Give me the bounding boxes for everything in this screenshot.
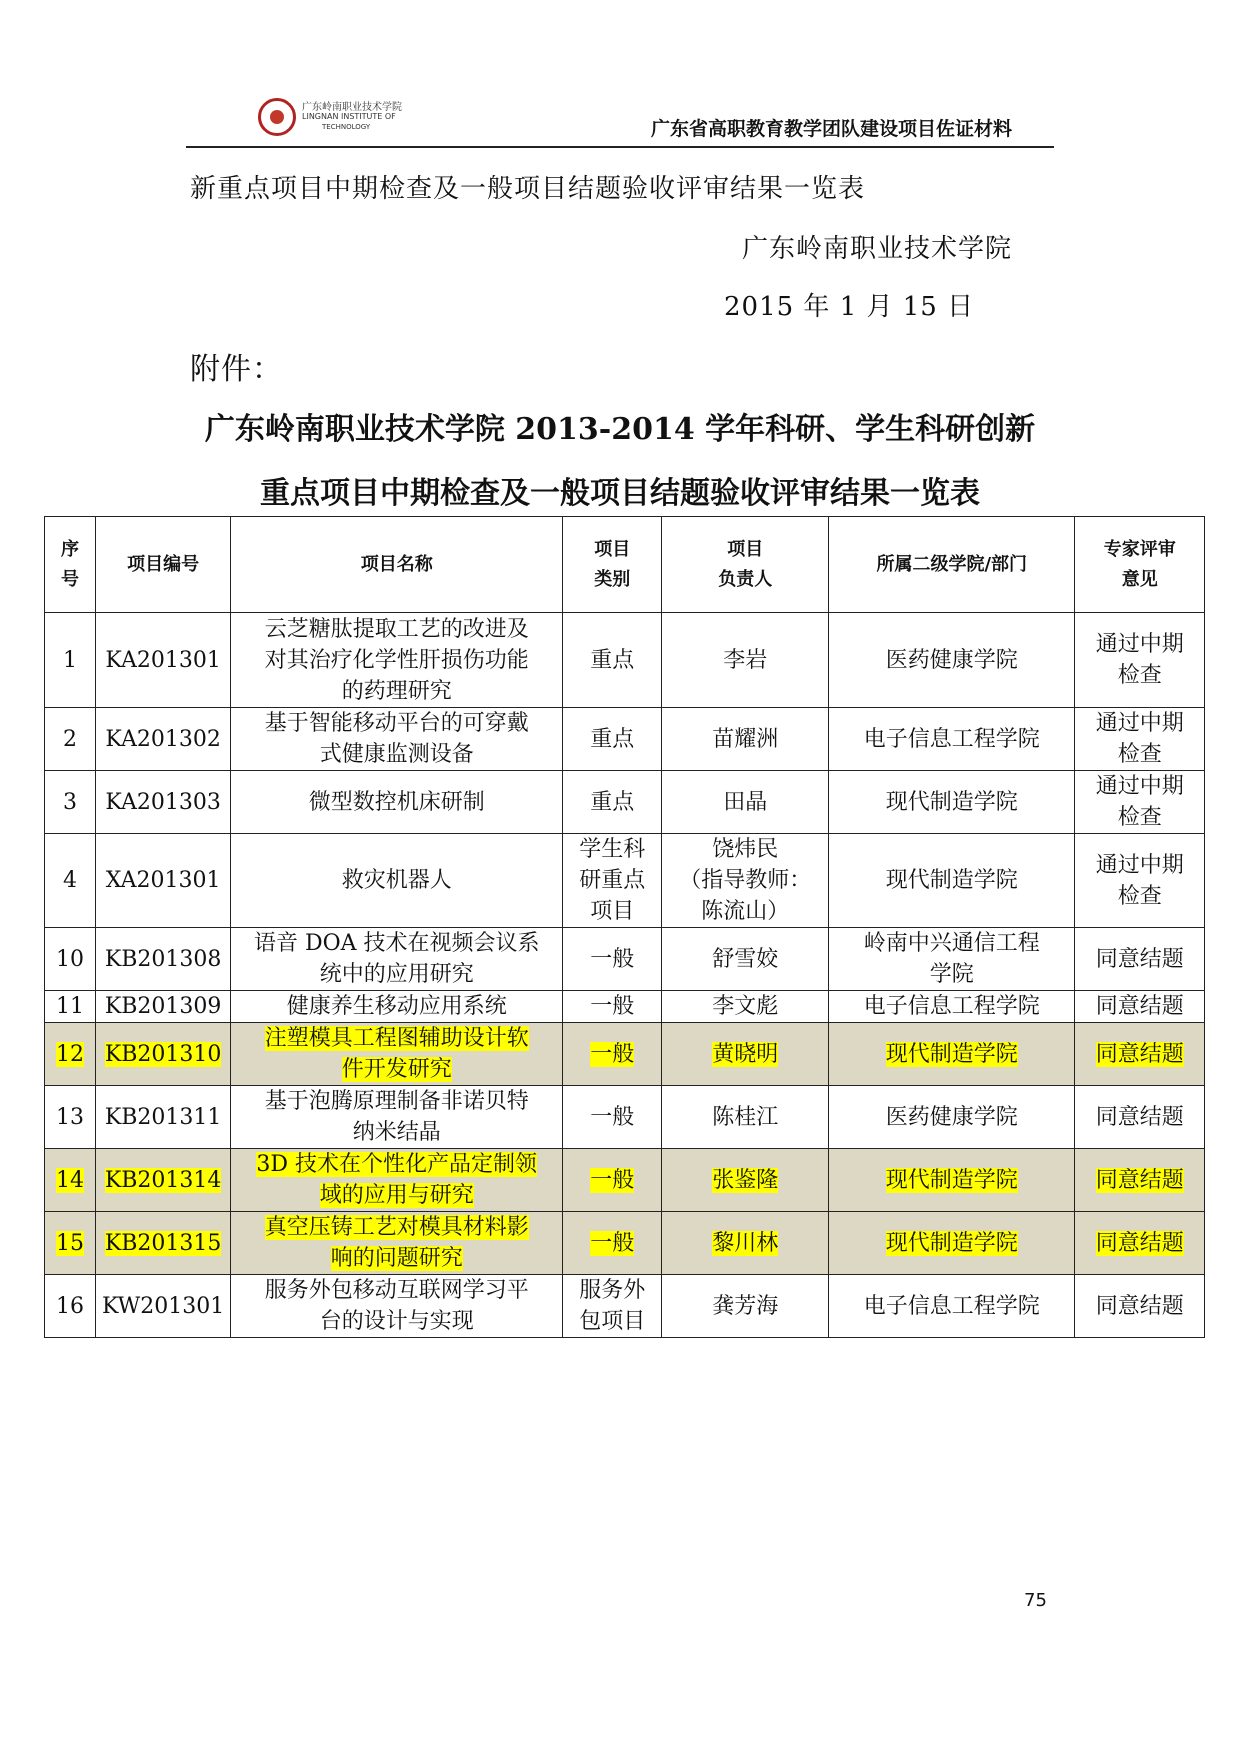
document-title-line1: 广东岭南职业技术学院 2013-2014 学年科研、学生科研创新	[204, 412, 1036, 447]
cell-opinion-text: 同意结题	[1095, 1104, 1184, 1130]
cell-leader-text: 田晶	[723, 789, 768, 815]
cell-dept	[829, 928, 1075, 991]
table-body	[45, 613, 1205, 1338]
institute-logo	[258, 96, 428, 140]
cell-no-text: 16	[56, 1293, 84, 1319]
cell-name	[231, 834, 563, 928]
cell-opinion	[1075, 834, 1205, 928]
cell-no-text: 1	[63, 647, 77, 673]
cell-code-text: KB201310	[104, 1041, 222, 1067]
cell-leader	[662, 1275, 829, 1338]
cell-opinion-text: 检查	[1117, 663, 1162, 688]
header-code-text: 项目编号	[127, 553, 200, 575]
header-type-text: 项目	[594, 538, 631, 560]
cell-dept-text: 现代制造学院	[885, 1230, 1018, 1256]
cell-name-text: 基于泡腾原理制备非诺贝特	[264, 1089, 529, 1114]
attachment-label: 附件：	[190, 352, 283, 387]
cell-name-text: 真空压铸工艺对模具材料影	[264, 1215, 529, 1240]
cell-name-text: 域的应用与研究	[319, 1183, 474, 1208]
cell-type-text: 项目	[590, 899, 635, 924]
cell-type-text: 重点	[590, 647, 635, 673]
cell-name-text: 台的设计与实现	[319, 1309, 474, 1334]
header-no-text: 号	[61, 568, 79, 590]
cell-type-text: 服务外	[579, 1278, 646, 1303]
table-row	[45, 1275, 1205, 1338]
cell-name	[231, 1149, 563, 1212]
cell-leader-text: （指导教师：	[679, 868, 812, 893]
cell-opinion	[1075, 1212, 1205, 1275]
cell-leader	[662, 1023, 829, 1086]
cell-type	[563, 708, 662, 771]
header-no	[45, 517, 96, 613]
cell-type	[563, 613, 662, 708]
cell-name	[231, 1023, 563, 1086]
cell-code	[96, 928, 231, 991]
cell-type	[563, 1275, 662, 1338]
cell-opinion	[1075, 1086, 1205, 1149]
cell-no-text: 12	[56, 1041, 84, 1067]
cell-name-text: 的药理研究	[341, 678, 452, 704]
header-type-text: 类别	[594, 568, 631, 590]
cell-no	[45, 613, 96, 708]
cell-type-text: 一般	[590, 1230, 635, 1256]
cell-name-text: 服务外包移动互联网学习平	[264, 1278, 529, 1303]
cell-no-text: 13	[56, 1104, 84, 1130]
cell-opinion-text: 通过中期	[1095, 852, 1184, 878]
cell-code-text: KA201303	[105, 789, 221, 815]
cell-name	[231, 613, 563, 708]
cell-dept	[829, 991, 1075, 1023]
cell-no	[45, 1149, 96, 1212]
cell-dept-text: 医药健康学院	[885, 1104, 1018, 1130]
header-opinion	[1075, 517, 1205, 613]
cell-dept-text: 现代制造学院	[885, 1041, 1018, 1067]
cell-name-text: 件开发研究	[341, 1057, 452, 1082]
header-type	[563, 517, 662, 613]
cell-leader-text: 龚芳海	[712, 1293, 779, 1319]
cell-type-text: 研重点	[579, 868, 646, 893]
cell-code-text: KA201302	[105, 726, 221, 752]
cell-name-text: 式健康监测设备	[319, 742, 474, 767]
header-name	[231, 517, 563, 613]
intro-line: 新重点项目中期检查及一般项目结题验收评审结果一览表	[190, 174, 866, 204]
cell-opinion-text: 同意结题	[1095, 1293, 1184, 1319]
cell-type-text: 一般	[590, 1167, 635, 1193]
cell-no-text: 4	[63, 868, 77, 893]
cell-opinion-text: 通过中期	[1095, 774, 1184, 799]
cell-dept	[829, 1086, 1075, 1149]
organization-name: 广东岭南职业技术学院	[742, 234, 1013, 264]
cell-leader-text: 黎川林	[712, 1230, 779, 1256]
cell-opinion	[1075, 1275, 1205, 1338]
cell-opinion-text: 检查	[1117, 805, 1162, 830]
cell-dept-text: 电子信息工程学院	[863, 726, 1040, 752]
cell-no-text: 2	[63, 726, 77, 752]
cell-opinion-text: 同意结题	[1095, 1230, 1184, 1256]
cell-no	[45, 1086, 96, 1149]
cell-leader-text: 苗耀洲	[712, 726, 779, 752]
cell-name-text: 基于智能移动平台的可穿戴	[264, 711, 529, 736]
cell-opinion-text: 同意结题	[1095, 946, 1184, 972]
cell-code-text: KB201315	[104, 1230, 222, 1256]
header-leader-text: 项目	[727, 538, 764, 560]
table-header-row	[45, 517, 1205, 613]
cell-type-text: 包项目	[579, 1309, 646, 1334]
cell-type-text: 一般	[590, 1041, 635, 1067]
page-header	[186, 84, 1054, 148]
cell-leader	[662, 1149, 829, 1212]
cell-type-text: 重点	[590, 789, 635, 815]
cell-dept	[829, 834, 1075, 928]
cell-dept	[829, 613, 1075, 708]
cell-name-text: 统中的应用研究	[319, 962, 474, 987]
cell-code-text: KB201311	[104, 1104, 222, 1130]
cell-leader-text: 舒雪姣	[712, 946, 779, 972]
table-row	[45, 708, 1205, 771]
header-opinion-text: 意见	[1121, 568, 1158, 590]
document-date: 2015 年 1 月 15 日	[724, 292, 975, 322]
table-row	[45, 834, 1205, 928]
cell-code-text: KB201309	[104, 994, 222, 1019]
cell-leader	[662, 708, 829, 771]
cell-dept	[829, 708, 1075, 771]
cell-no	[45, 928, 96, 991]
cell-no	[45, 834, 96, 928]
cell-name-text: 救灾机器人	[341, 868, 452, 893]
logo-cn-text: 广东岭南职业技术学院	[302, 102, 402, 113]
cell-opinion-text: 同意结题	[1095, 1167, 1184, 1193]
logo-en-text-2: TECHNOLOGY	[322, 123, 371, 131]
cell-name	[231, 991, 563, 1023]
cell-code-text: KA201301	[105, 647, 221, 673]
cell-name-text: 响的问题研究	[330, 1246, 463, 1271]
cell-no	[45, 991, 96, 1023]
cell-type-text: 学生科	[579, 837, 646, 862]
cell-dept-text: 学院	[929, 962, 974, 987]
header-name-text: 项目名称	[360, 553, 433, 575]
seal-icon	[258, 98, 296, 136]
header-leader-text: 负责人	[718, 568, 773, 590]
cell-type	[563, 1212, 662, 1275]
cell-code	[96, 613, 231, 708]
cell-opinion	[1075, 928, 1205, 991]
header-title: 广东省高职教育教学团队建设项目佐证材料	[650, 118, 1012, 140]
cell-name	[231, 708, 563, 771]
cell-code	[96, 1212, 231, 1275]
cell-dept-text: 医药健康学院	[885, 647, 1018, 673]
cell-dept-text: 现代制造学院	[885, 789, 1018, 815]
cell-name-text: 云芝糖肽提取工艺的改进及	[264, 616, 529, 642]
table-row	[45, 991, 1205, 1023]
page-number: 75	[1024, 1590, 1047, 1611]
header-opinion-text: 专家评审	[1103, 538, 1176, 560]
cell-leader	[662, 771, 829, 834]
header-leader	[662, 517, 829, 613]
cell-code	[96, 1275, 231, 1338]
cell-no	[45, 771, 96, 834]
cell-type-text: 重点	[590, 726, 635, 752]
cell-type-text: 一般	[590, 946, 635, 972]
cell-leader-text: 张鉴隆	[712, 1167, 779, 1193]
cell-code	[96, 771, 231, 834]
results-table	[44, 516, 1205, 1338]
cell-dept	[829, 771, 1075, 834]
cell-type	[563, 1023, 662, 1086]
cell-opinion	[1075, 991, 1205, 1023]
cell-opinion-text: 通过中期	[1095, 632, 1184, 657]
cell-opinion-text: 检查	[1117, 742, 1162, 767]
cell-dept	[829, 1212, 1075, 1275]
cell-leader-text: 陈流山）	[701, 899, 790, 924]
cell-no-text: 10	[56, 946, 84, 972]
cell-name-text: 3D 技术在个性化产品定制领	[256, 1152, 538, 1177]
cell-code	[96, 1023, 231, 1086]
cell-dept-text: 现代制造学院	[885, 1167, 1018, 1193]
cell-type-text: 一般	[590, 1104, 635, 1130]
cell-dept-text: 电子信息工程学院	[863, 994, 1040, 1019]
cell-no-text: 11	[56, 994, 84, 1019]
cell-leader-text: 黄晓明	[712, 1041, 779, 1067]
logo-en-text: LINGNAN INSTITUTE OF	[302, 112, 396, 121]
cell-name	[231, 1275, 563, 1338]
cell-opinion-text: 同意结题	[1095, 994, 1184, 1019]
cell-leader	[662, 1212, 829, 1275]
cell-leader-text: 李文彪	[712, 994, 779, 1019]
cell-name-text: 微型数控机床研制	[308, 789, 485, 815]
cell-no	[45, 1275, 96, 1338]
cell-name-text: 健康养生移动应用系统	[286, 994, 507, 1019]
cell-no-text: 15	[56, 1230, 84, 1256]
header-dept-text: 所属二级学院/部门	[876, 553, 1028, 575]
table-row	[45, 928, 1205, 991]
cell-leader-text: 陈桂江	[712, 1104, 779, 1130]
cell-name	[231, 928, 563, 991]
table-row	[45, 1086, 1205, 1149]
cell-leader	[662, 1086, 829, 1149]
cell-code-text: XA201301	[105, 868, 221, 893]
cell-dept-text: 现代制造学院	[885, 868, 1018, 893]
header-dept	[829, 517, 1075, 613]
cell-type	[563, 834, 662, 928]
cell-leader	[662, 928, 829, 991]
cell-code	[96, 991, 231, 1023]
cell-code-text: KW201301	[102, 1293, 225, 1319]
header-code	[96, 517, 231, 613]
cell-leader-text: 李岩	[723, 647, 768, 673]
cell-leader	[662, 834, 829, 928]
cell-type	[563, 991, 662, 1023]
cell-dept-text: 电子信息工程学院	[863, 1293, 1040, 1319]
table-row	[45, 613, 1205, 708]
cell-no	[45, 1212, 96, 1275]
header-no-text: 序	[61, 538, 79, 560]
cell-opinion-text: 检查	[1117, 883, 1162, 909]
cell-dept	[829, 1023, 1075, 1086]
cell-name	[231, 1086, 563, 1149]
table-row	[45, 1149, 1205, 1212]
cell-leader-text: 饶炜民	[712, 837, 779, 862]
cell-opinion	[1075, 771, 1205, 834]
cell-no-text: 14	[56, 1167, 84, 1193]
cell-dept	[829, 1275, 1075, 1338]
cell-no-text: 3	[63, 789, 77, 815]
cell-no	[45, 708, 96, 771]
cell-code	[96, 1086, 231, 1149]
table-row	[45, 771, 1205, 834]
cell-code	[96, 708, 231, 771]
cell-leader	[662, 991, 829, 1023]
cell-type	[563, 771, 662, 834]
cell-opinion-text: 通过中期	[1095, 711, 1184, 736]
cell-opinion	[1075, 1149, 1205, 1212]
cell-dept-text: 岭南中兴通信工程	[863, 931, 1040, 956]
cell-code	[96, 834, 231, 928]
cell-code	[96, 1149, 231, 1212]
cell-opinion	[1075, 613, 1205, 708]
cell-leader	[662, 613, 829, 708]
cell-type-text: 一般	[590, 994, 635, 1019]
cell-type	[563, 1086, 662, 1149]
table-row	[45, 1023, 1205, 1086]
cell-name-text: 纳米结晶	[352, 1120, 441, 1145]
cell-no	[45, 1023, 96, 1086]
cell-name-text: 注塑模具工程图辅助设计软	[264, 1026, 529, 1051]
cell-dept	[829, 1149, 1075, 1212]
cell-opinion	[1075, 708, 1205, 771]
cell-type	[563, 1149, 662, 1212]
cell-name-text: 对其治疗化学性肝损伤功能	[264, 647, 529, 673]
cell-name	[231, 771, 563, 834]
cell-type	[563, 928, 662, 991]
cell-code-text: KB201314	[104, 1167, 222, 1193]
cell-name	[231, 1212, 563, 1275]
cell-code-text: KB201308	[104, 946, 222, 972]
cell-opinion	[1075, 1023, 1205, 1086]
document-title-line2: 重点项目中期检查及一般项目结题验收评审结果一览表	[260, 476, 980, 511]
table-row	[45, 1212, 1205, 1275]
cell-opinion-text: 同意结题	[1095, 1041, 1184, 1067]
cell-name-text: 语音 DOA 技术在视频会议系	[253, 931, 540, 956]
